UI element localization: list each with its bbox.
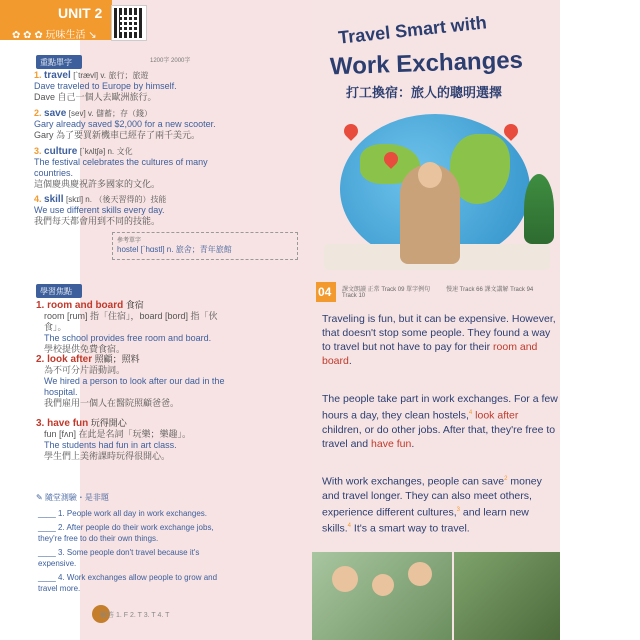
vocab-item: 1. travel [ˋtrævl] v. 旅行；旅遊 Dave traveled to Europe by himself. Dave 自己一個人去歐洲旅行。 <box>34 70 177 102</box>
article-paragraph-1: Traveling is fun, but it can be expensive. However, that doesn't stop some people. They found a way to travel but not have to pay for their room and board. <box>322 313 556 367</box>
article-title-2: Work Exchanges <box>329 46 524 81</box>
kid-face <box>332 566 358 592</box>
track-number: 04 <box>316 282 336 302</box>
learn-item: 1. room and board 食宿 room [rum] 指「住宿」，board [bord] 指「伙食」。 The school provides free room and board. 學校提供免費食宿。 <box>36 300 218 354</box>
garden-photo <box>454 552 560 640</box>
plant-illustration <box>524 174 554 244</box>
vocab-item: 2. save [sev] v. 儲蓄；存（錢） Gary already saved $2,000 for a new scooter. Gary 為了要買新機車已經存了兩千美元。 <box>34 108 216 140</box>
article-title-1: Travel Smart with <box>337 12 488 48</box>
article-paragraph-2: The people take part in work exchanges. For a few hours a day, they clean hostels,$^4$ look after children, or do other jobs. After that, they're free to travel and have fun. <box>322 393 558 450</box>
quiz-item: ____ 3. Some people don't travel because it's expensive. <box>38 548 200 568</box>
learn-item: 3. have fun 玩得開心 fun [fʌn] 在此是名詞「玩樂；樂趣」。 The students had fun in art class. 學生們上美術課時玩得很開心。 <box>36 418 192 461</box>
word-count: 1200字 2000字 <box>150 58 191 64</box>
quiz-item: ____ 2. After people do their work exchange jobs, they're free to do their own things. <box>38 523 214 543</box>
kids-photo <box>312 552 452 640</box>
bottom-photos <box>312 552 560 640</box>
hero-illustration <box>314 104 560 270</box>
quiz-title: ✎ 隨堂測驗・是非題 <box>36 493 109 502</box>
vocab-item: 3. culture [ˋkʌltʃə] n. 文化 The festival celebrates the cultures of many countries. 這個慶典慶祝許多國家的文化。 <box>34 146 208 189</box>
article-paragraph-3: With work exchanges, people can save$^2$ money and travel longer. They can also meet others, experience different cultures,$^3$ and learn new skills.$^4$ It's a smart way to travel. <box>322 475 542 535</box>
unit-label: UNIT 2 <box>58 5 103 21</box>
vocab-section-head: 重點單字 <box>36 55 82 69</box>
topic-bar: ✿ ✿ ✿ 玩味生活 ↘ <box>0 24 112 40</box>
quiz-item: ____ 4. Work exchanges allow people to grow and travel more. <box>38 573 218 593</box>
reference-word-box: 參考單字 hostel [ˋhɑstl] n. 旅舍；青年旅館 <box>112 232 298 260</box>
map-pin-icon <box>341 121 361 141</box>
quiz-item: ____ 1. People work all day in work exchanges. <box>38 509 207 518</box>
traveler-photo <box>400 164 460 264</box>
answers: 解答 1. F 2. T 3. T 4. T <box>100 612 170 619</box>
track-list-1: 課文朗讀 正常 Track 09 單字例句 Track 10 <box>342 287 431 299</box>
qr-code-icon[interactable] <box>112 6 146 40</box>
track-info <box>316 282 560 308</box>
unit-tab <box>0 0 112 24</box>
topic-label: 玩味生活 <box>45 30 86 41</box>
article-subtitle: 打工換宿：旅人的聰明選擇 <box>346 85 503 100</box>
quiz-list <box>38 508 232 597</box>
learn-item: 2. look after 照顧；照料 為不可分片語動詞。 We hired a person to look after our dad in the hospital. 我們雇用一個人在醫院照顧爸爸。 <box>36 354 225 408</box>
kid-face <box>408 562 432 586</box>
learn-section-head: 學習焦點 <box>36 284 82 298</box>
track-list-2: 慢速 Track 66 課文講解 Track 94 <box>446 287 534 293</box>
vocab-item: 4. skill [skɪl] n. （後天習得的）技能 We use different skills every day. 我們每天都會用到不同的技能。 <box>34 194 167 226</box>
kid-face <box>372 574 394 596</box>
